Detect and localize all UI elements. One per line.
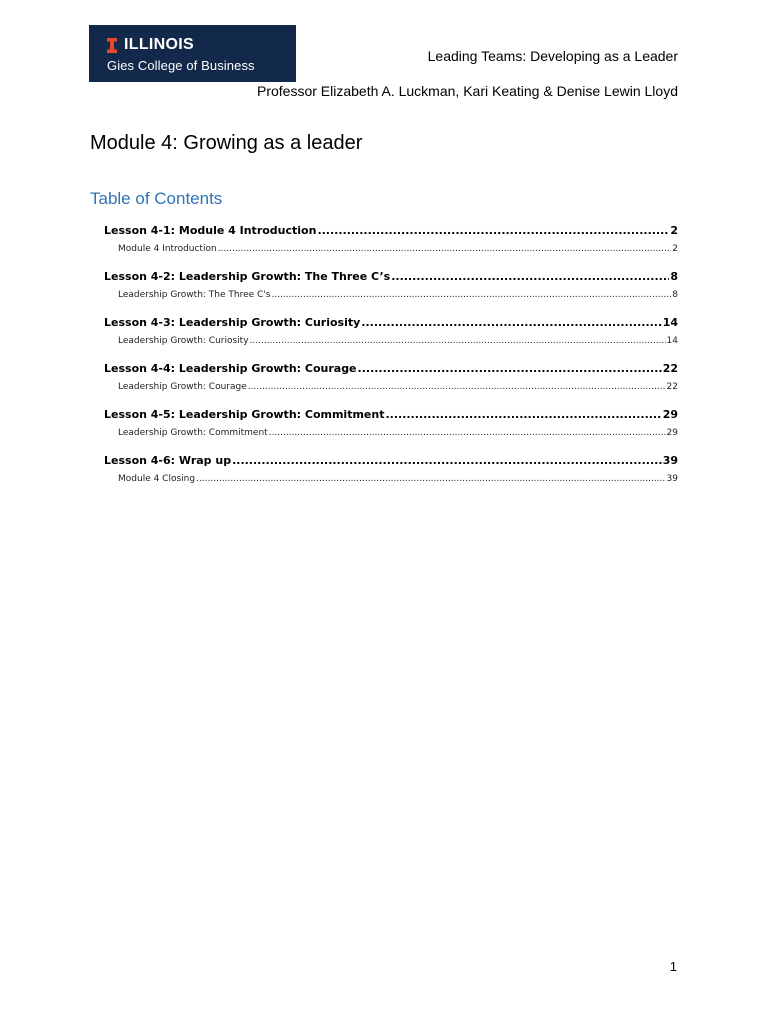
toc-lesson-link[interactable] [104, 221, 678, 240]
toc-sub-link[interactable] [104, 424, 678, 443]
toc-lesson-page: 22 [662, 362, 678, 375]
toc-lesson-page: 39 [662, 454, 678, 467]
logo-name: ILLINOIS [124, 36, 194, 53]
toc-lesson-link[interactable] [104, 313, 678, 332]
toc-sub-label: Module 4 Introduction [118, 244, 217, 254]
toc-sub-page: 2 [672, 244, 678, 254]
toc-lesson-page: 2 [670, 224, 678, 237]
toc-sub-page: 29 [666, 428, 678, 438]
toc-sub-link[interactable] [104, 286, 678, 305]
table-of-contents [104, 221, 678, 497]
toc-heading: Table of Contents [90, 189, 223, 208]
logo-subtitle: Gies College of Business [107, 58, 255, 73]
toc-lesson-block [104, 267, 678, 305]
toc-lesson-link[interactable] [104, 359, 678, 378]
toc-sub-link[interactable] [104, 240, 678, 259]
toc-lesson-link[interactable] [104, 451, 678, 470]
toc-sub-label: Leadership Growth: Courage [118, 382, 247, 392]
dot-leader [358, 359, 662, 378]
toc-lesson-block [104, 405, 678, 443]
dot-leader [391, 267, 669, 286]
toc-lesson-link[interactable] [104, 267, 678, 286]
dot-leader [218, 240, 672, 259]
dot-leader [385, 405, 661, 424]
toc-lesson-block [104, 313, 678, 351]
dot-leader [269, 424, 666, 443]
toc-sub-link[interactable] [104, 332, 678, 351]
toc-lesson-page: 8 [670, 270, 678, 283]
toc-sub-label: Module 4 Closing [118, 474, 196, 484]
toc-lesson-label: Lesson 4-6: Wrap up [104, 454, 232, 467]
toc-lesson-block [104, 451, 678, 489]
toc-lesson-page: 29 [662, 408, 678, 421]
course-title: Leading Teams: Developing as a Leader [427, 48, 678, 64]
dot-leader [248, 378, 666, 397]
module-title: Module 4: Growing as a leader [90, 132, 363, 154]
page-number: 1 [669, 959, 677, 974]
dot-leader [232, 451, 662, 470]
professors-line: Professor Elizabeth A. Luckman, Kari Keating & Denise Lewin Lloyd [256, 83, 678, 99]
toc-sub-page: 8 [672, 290, 678, 300]
dot-leader [317, 221, 669, 240]
toc-sub-page: 14 [666, 336, 678, 346]
toc-lesson-label: Lesson 4-2: Leadership Growth: The Three C’s [104, 270, 391, 283]
toc-lesson-block [104, 221, 678, 259]
toc-sub-page: 22 [666, 382, 678, 392]
toc-sub-label: Leadership Growth: Curiosity [118, 336, 249, 346]
toc-lesson-label: Lesson 4-5: Leadership Growth: Commitment [104, 408, 385, 421]
dot-leader [196, 470, 665, 489]
block-i-icon [107, 38, 117, 53]
toc-lesson-label: Lesson 4-4: Leadership Growth: Courage [104, 362, 357, 375]
toc-sub-link[interactable] [104, 470, 678, 489]
toc-sub-label: Leadership Growth: Commitment [118, 428, 268, 438]
toc-lesson-label: Lesson 4-3: Leadership Growth: Curiosity [104, 316, 361, 329]
toc-sub-label: Leadership Growth: The Three C's [118, 290, 271, 300]
toc-sub-link[interactable] [104, 378, 678, 397]
dot-leader [361, 313, 661, 332]
dot-leader [271, 286, 671, 305]
toc-lesson-page: 14 [662, 316, 678, 329]
toc-sub-page: 39 [666, 474, 678, 484]
toc-lesson-link[interactable] [104, 405, 678, 424]
toc-lesson-block [104, 359, 678, 397]
illinois-gies-logo [89, 25, 296, 82]
dot-leader [250, 332, 666, 351]
toc-lesson-label: Lesson 4-1: Module 4 Introduction [104, 224, 317, 237]
